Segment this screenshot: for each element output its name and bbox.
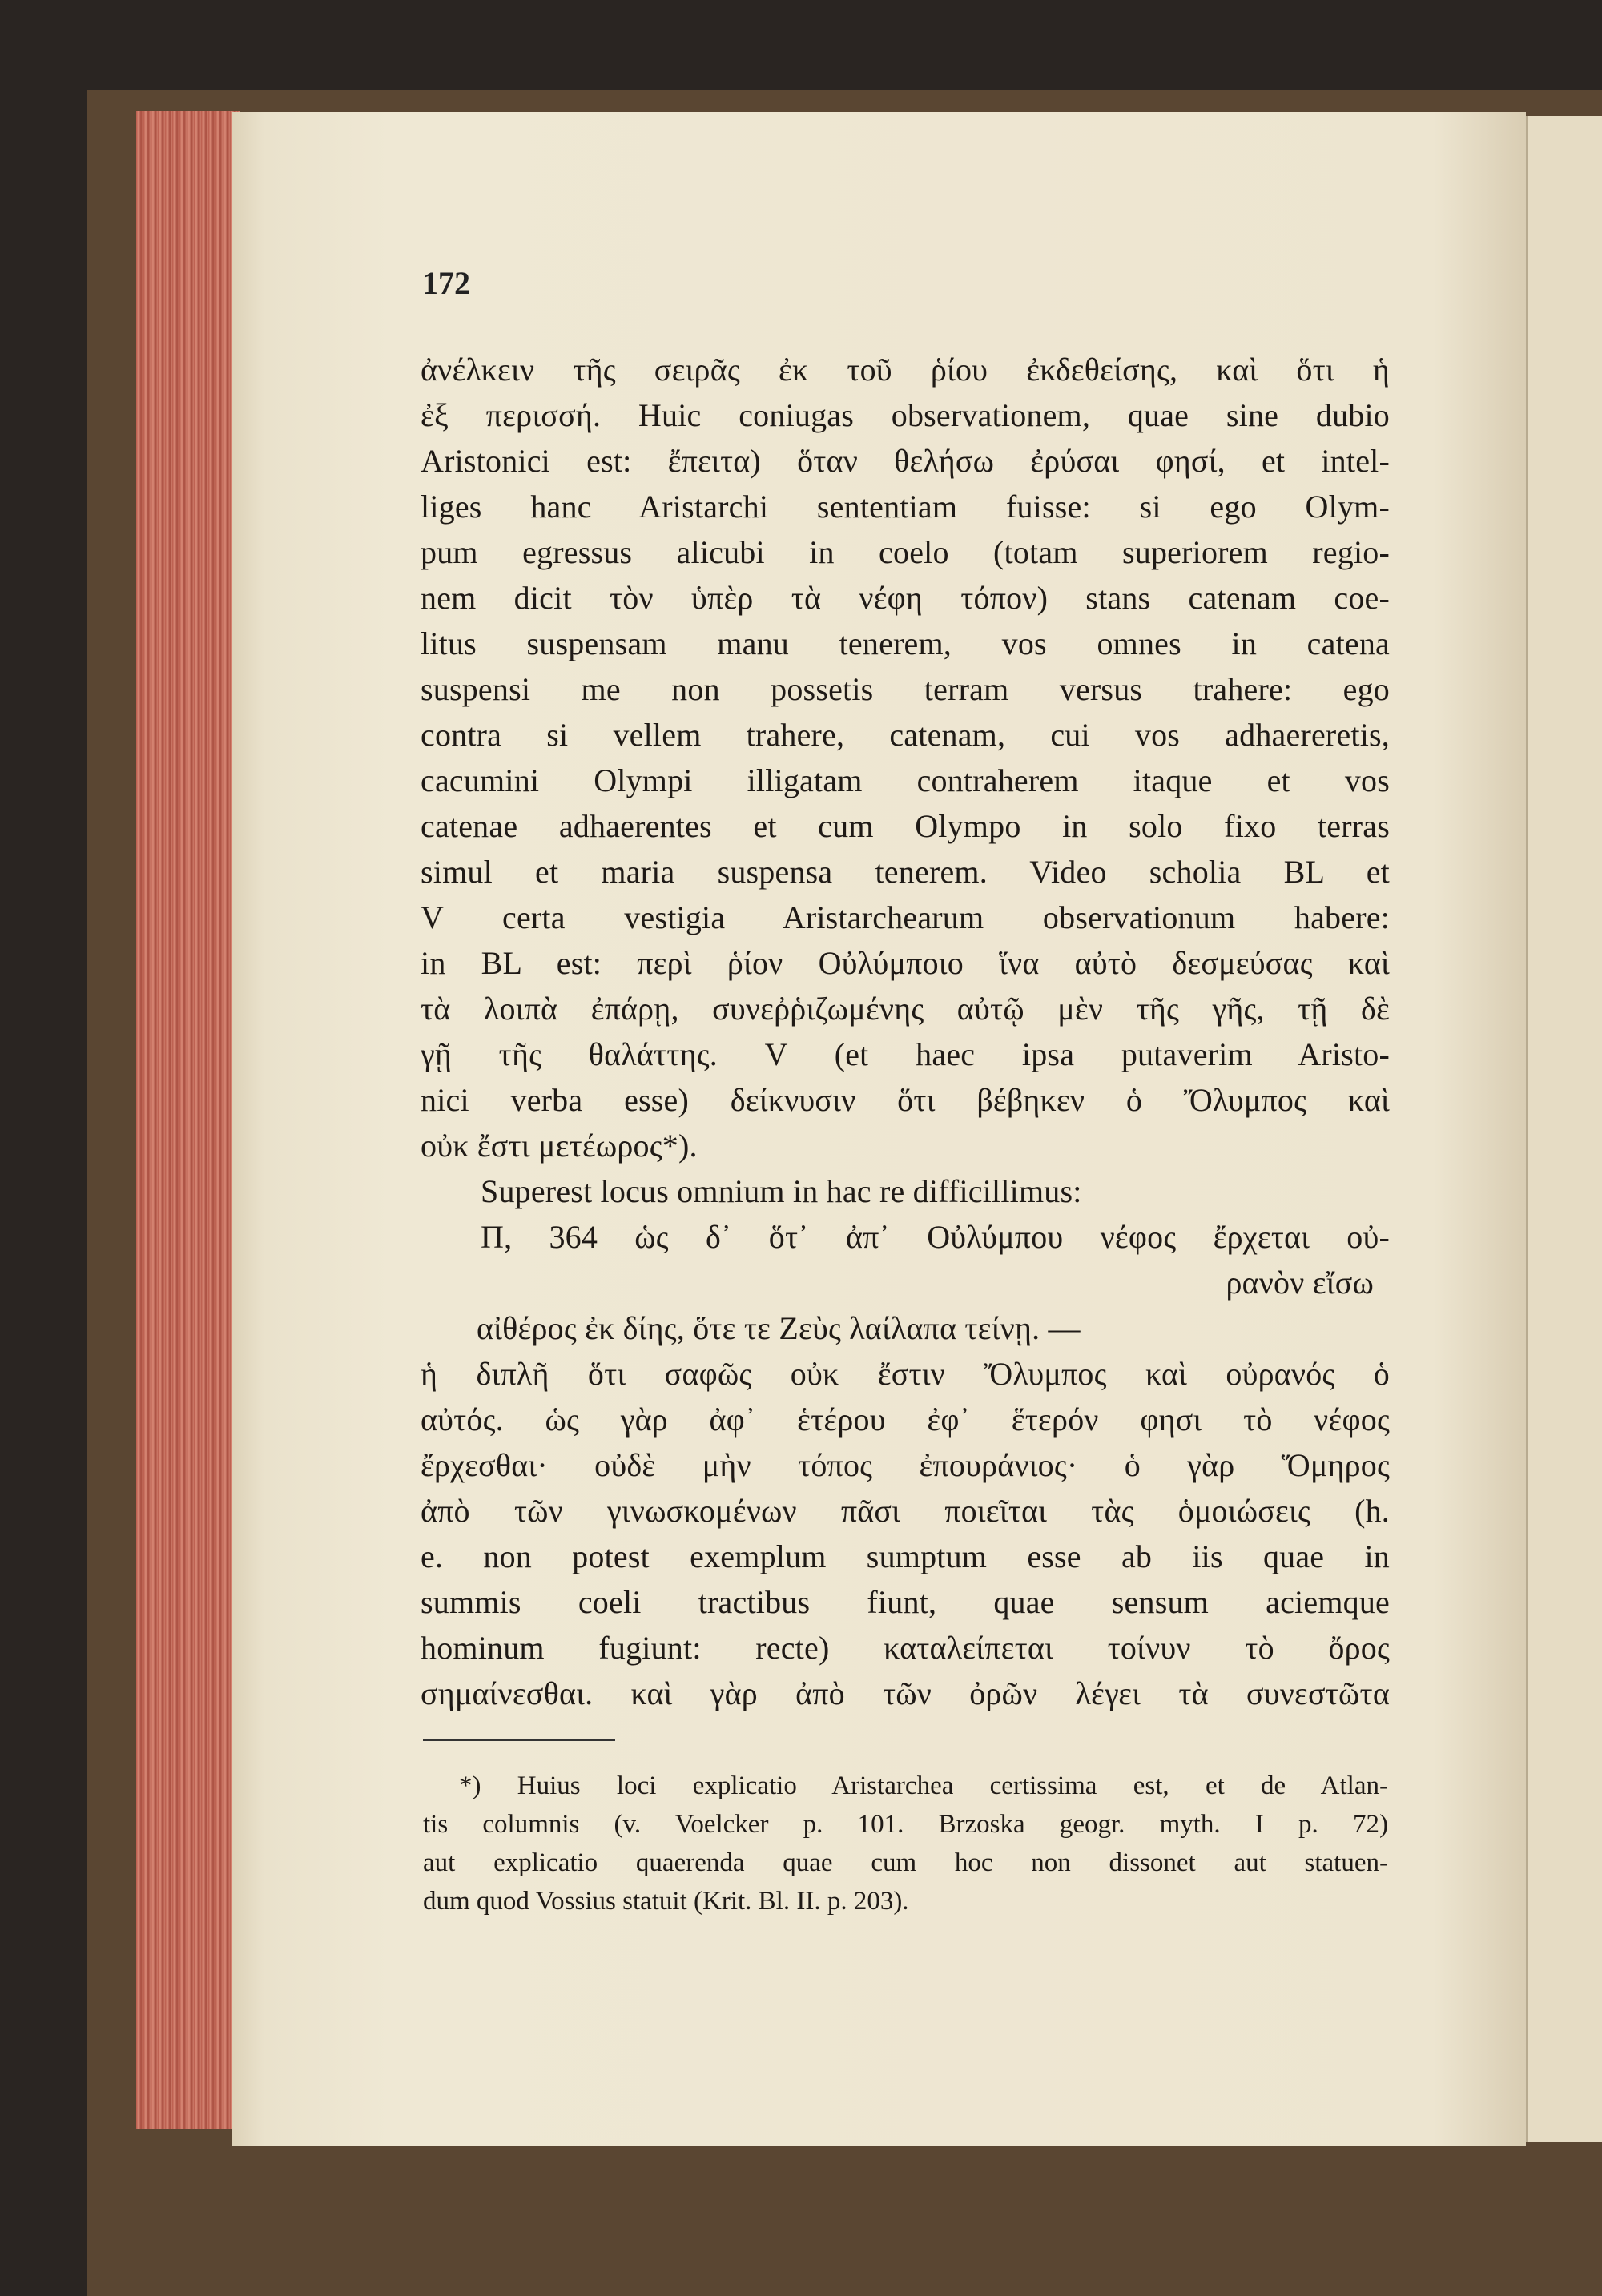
text-line: nem dicit τὸν ὑπὲρ τὰ νέφη τόπον) stans catenam coe- (421, 580, 1390, 616)
text-line: ἐξ περισσή. Huic coniugas observationem, quae sine dubio (421, 397, 1390, 433)
verse-line: αἰθέρος ἐκ δίης, ὅτε τε Ζεὺς λαίλαπα τείνῃ. — (477, 1310, 1081, 1346)
footnote-line: dum quod Vossius statuit (Krit. Bl. II. p. 203). (423, 1887, 909, 1916)
text-line: in BL est: περὶ ῥίον Οὐλύμποιο ἵνα αὐτὸ δεσμεύσας καὶ (421, 945, 1390, 981)
text-line: τὰ λοιπὰ ἐπάρῃ, συνεῤῥιζωμένης αὐτῷ μὲν τῆς γῆς, τῇ δὲ (421, 991, 1390, 1027)
text-line: σημαίνεσθαι. καὶ γὰρ ἀπὸ τῶν ὀρῶν λέγει τὰ συνεστῶτα (421, 1675, 1390, 1711)
text-line: hominum fugiunt: recte) καταλείπεται τοίνυν τὸ ὄρος (421, 1630, 1390, 1666)
text-line: ἀπὸ τῶν γινωσκομένων πᾶσι ποιεῖται τὰς ὁμοιώσεις (h. (421, 1493, 1390, 1529)
text-line: liges hanc Aristarchi sententiam fuisse: si ego Olym- (421, 489, 1390, 525)
page-number: 172 (422, 265, 470, 301)
text-line: suspensi me non possetis terram versus trahere: ego (421, 671, 1390, 707)
text-line: οὐκ ἔστι μετέωρος*). (421, 1128, 698, 1164)
text-line: nici verba esse) δείκνυσιν ὅτι βέβηκεν ὁ Ὄλυμπος καὶ (421, 1082, 1390, 1118)
footnote-rule (423, 1739, 615, 1741)
facing-page-edge (1526, 116, 1602, 2142)
text-line: ἡ διπλῆ ὅτι σαφῶς οὐκ ἔστιν Ὄλυμπος καὶ οὐρανός ὁ (421, 1356, 1390, 1392)
text-line: litus suspensam manu tenerem, vos omnes in catena (421, 625, 1390, 661)
text-line: αὐτός. ὡς γὰρ ἀφ᾽ ἑτέρου ἐφ᾽ ἕτερόν φησι τὸ νέφος (421, 1401, 1390, 1438)
text-line: V certa vestigia Aristarchearum observationum habere: (421, 899, 1390, 935)
text-line: Aristonici est: ἔπειτα) ὅταν θελήσω ἐρύσαι φησί, et intel- (421, 443, 1390, 479)
verse-line: ρανὸν εἴσω (1226, 1265, 1374, 1301)
text-line: summis coeli tractibus fiunt, quae sensum aciemque (421, 1584, 1390, 1620)
text-line: ἔρχεσθαι· οὐδὲ μὴν τόπος ἐπουράνιος· ὁ γὰρ Ὅμηρος (421, 1447, 1390, 1483)
verse-line: Π, 364 ὡς δ᾽ ὅτ᾽ ἀπ᾽ Οὐλύμπου νέφος ἔρχεται οὐ- (481, 1219, 1390, 1255)
text-line: ἀνέλκειν τῆς σειρᾶς ἐκ τοῦ ῥίου ἐκδεθείσης, καὶ ὅτι ἡ (421, 352, 1390, 388)
text-line: γῇ τῆς θαλάττης. V (et haec ipsa putaverim Aristo- (421, 1036, 1390, 1072)
footnote-line: tis columnis (v. Voelcker p. 101. Brzoska geogr. myth. I p. 72) (423, 1810, 1388, 1839)
page-edges (136, 111, 240, 2129)
text-line: simul et maria suspensa tenerem. Video scholia BL et (421, 854, 1390, 890)
text-line: cacumini Olympi illigatam contraherem itaque et vos (421, 762, 1390, 798)
text-line: catenae adhaerentes et cum Olympo in solo fixo terras (421, 808, 1390, 844)
text-line: contra si vellem trahere, catenam, cui vos adhaereretis, (421, 717, 1390, 753)
footnote-line: aut explicatio quaerenda quae cum hoc non dissonet aut statuen- (423, 1848, 1388, 1877)
text-line: e. non potest exemplum sumptum esse ab iis quae in (421, 1538, 1390, 1574)
text-line: Superest locus omnium in hac re difficillimus: (481, 1173, 1082, 1209)
footnote-line: *) Huius loci explicatio Aristarchea certissima est, et de Atlan- (459, 1771, 1388, 1800)
text-line: pum egressus alicubi in coelo (totam superiorem regio- (421, 534, 1390, 570)
